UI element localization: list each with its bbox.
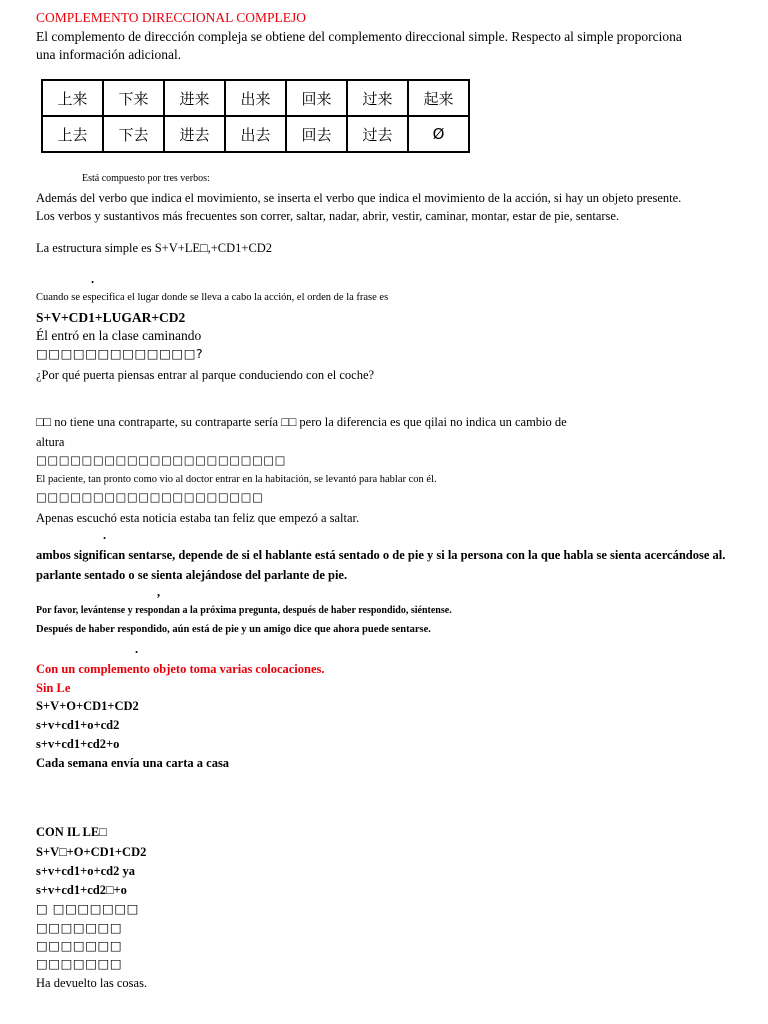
please-es: Por favor, levántense y respondan a la próxima pregunta, después de haber respondido, siéntense. <box>36 605 452 616</box>
table-row-qu <box>42 116 469 152</box>
after-es: Después de haber respondido, aún está de pie y un amigo dice que ahora puede sentarse. <box>36 624 431 635</box>
structure-simple: La estructura simple es S+V+LE□,+CD1+CD2 <box>36 241 273 255</box>
table-row-lai <box>42 80 469 116</box>
stray-comma: , <box>157 585 161 599</box>
stray-dot: . <box>91 272 95 286</box>
sit-line-1: ambos significan sentarse, depende de si el hablante está sentado o de pie y si la persona con la que habla se sienta acercándose al. <box>36 548 726 562</box>
document-title: COMPLEMENTO DIRECCIONAL COMPLEJO <box>36 10 307 25</box>
formula-place: S+V+CD1+LUGAR+CD2 <box>36 310 186 325</box>
paragraph-1: Además del verbo que indica el movimiento, se inserta el verbo que indica el movimiento de la acción, si hay un objeto presente. <box>36 191 682 205</box>
sin-le-heading: Sin Le <box>36 681 71 695</box>
returned-es: Ha devuelto las cosas. <box>36 976 148 990</box>
table-cell: 回来 <box>286 80 347 116</box>
question-es: ¿Por qué puerta piensas entrar al parque conduciendo con el coche? <box>36 368 375 382</box>
table-cell: 起来 <box>408 80 469 116</box>
table-cell: 上来 <box>42 80 103 116</box>
table-cell: 上去 <box>42 116 103 152</box>
qilai-line-1: □□ no tiene una contraparte, su contraparte sería □□ pero la diferencia es que qilai no indica un cambio de <box>36 415 567 429</box>
direction-complement-table <box>41 79 470 153</box>
formula-5: s+v+cd1+o+cd2 ya <box>36 864 135 878</box>
formula-2: s+v+cd1+o+cd2 <box>36 718 120 732</box>
news-es: Apenas escuchó esta noticia estaba tan feliz que empezó a saltar. <box>36 511 360 525</box>
cjk-example-d: □□□□□□□ <box>36 956 123 971</box>
table-cell: 过去 <box>347 116 408 152</box>
place-note: Cuando se especifica el lugar donde se lleva a cabo la acción, el orden de la frase es <box>36 292 389 303</box>
stray-dot: . <box>103 528 107 542</box>
table-cell: 出来 <box>225 80 286 116</box>
paragraph-2: Los verbos y sustantivos más frecuentes son correr, saltar, nadar, abrir, vestir, caminar, montar, estar de pie, sentarse. <box>36 209 620 223</box>
table-cell: 下来 <box>103 80 164 116</box>
table-cell: 过来 <box>347 80 408 116</box>
cjk-patient: □□□□□□□□□□□□□□□□□□□□□□ <box>36 453 287 467</box>
table-cell: 下去 <box>103 116 164 152</box>
table-cell: Ø <box>408 116 469 152</box>
formula-3: s+v+cd1+cd2+o <box>36 737 120 751</box>
table-cell: 回去 <box>286 116 347 152</box>
sit-line-2: parlante sentado o se sienta alejándose del parlante de pie. <box>36 568 348 582</box>
formula-4: S+V□+O+CD1+CD2 <box>36 845 147 859</box>
patient-es: El paciente, tan pronto como vio al doctor entrar en la habitación, se levantó para hablar con él. <box>36 474 437 485</box>
qilai-line-2: altura <box>36 435 65 449</box>
cjk-question: □□□□□□□□□□□□□? <box>36 346 204 361</box>
example-walk: Él entró en la clase caminando <box>36 328 202 343</box>
cjk-example-a: □ □□□□□□□ <box>36 901 139 916</box>
letter-es: Cada semana envía una carta a casa <box>36 756 230 770</box>
table-cell: 进来 <box>164 80 225 116</box>
object-heading: Con un complemento objeto toma varias colocaciones. <box>36 662 325 676</box>
cjk-example-c: □□□□□□□ <box>36 938 123 953</box>
formula-6: s+v+cd1+cd2□+o <box>36 883 127 897</box>
con-le-heading: CON IL LE□ <box>36 825 107 839</box>
table-cell: 出去 <box>225 116 286 152</box>
table-cell: 进去 <box>164 116 225 152</box>
intro-line-2: una información adicional. <box>36 47 182 62</box>
cjk-example-b: □□□□□□□ <box>36 920 123 935</box>
formula-1: S+V+O+CD1+CD2 <box>36 699 139 713</box>
cjk-news: □□□□□□□□□□□□□□□□□□□□ <box>36 490 264 504</box>
intro-line-1: El complemento de dirección compleja se obtiene del complemento direccional simple. Respecto al simple proporciona <box>36 29 682 44</box>
stray-dot: . <box>135 642 139 656</box>
composed-note: Está compuesto por tres verbos: <box>82 173 210 184</box>
